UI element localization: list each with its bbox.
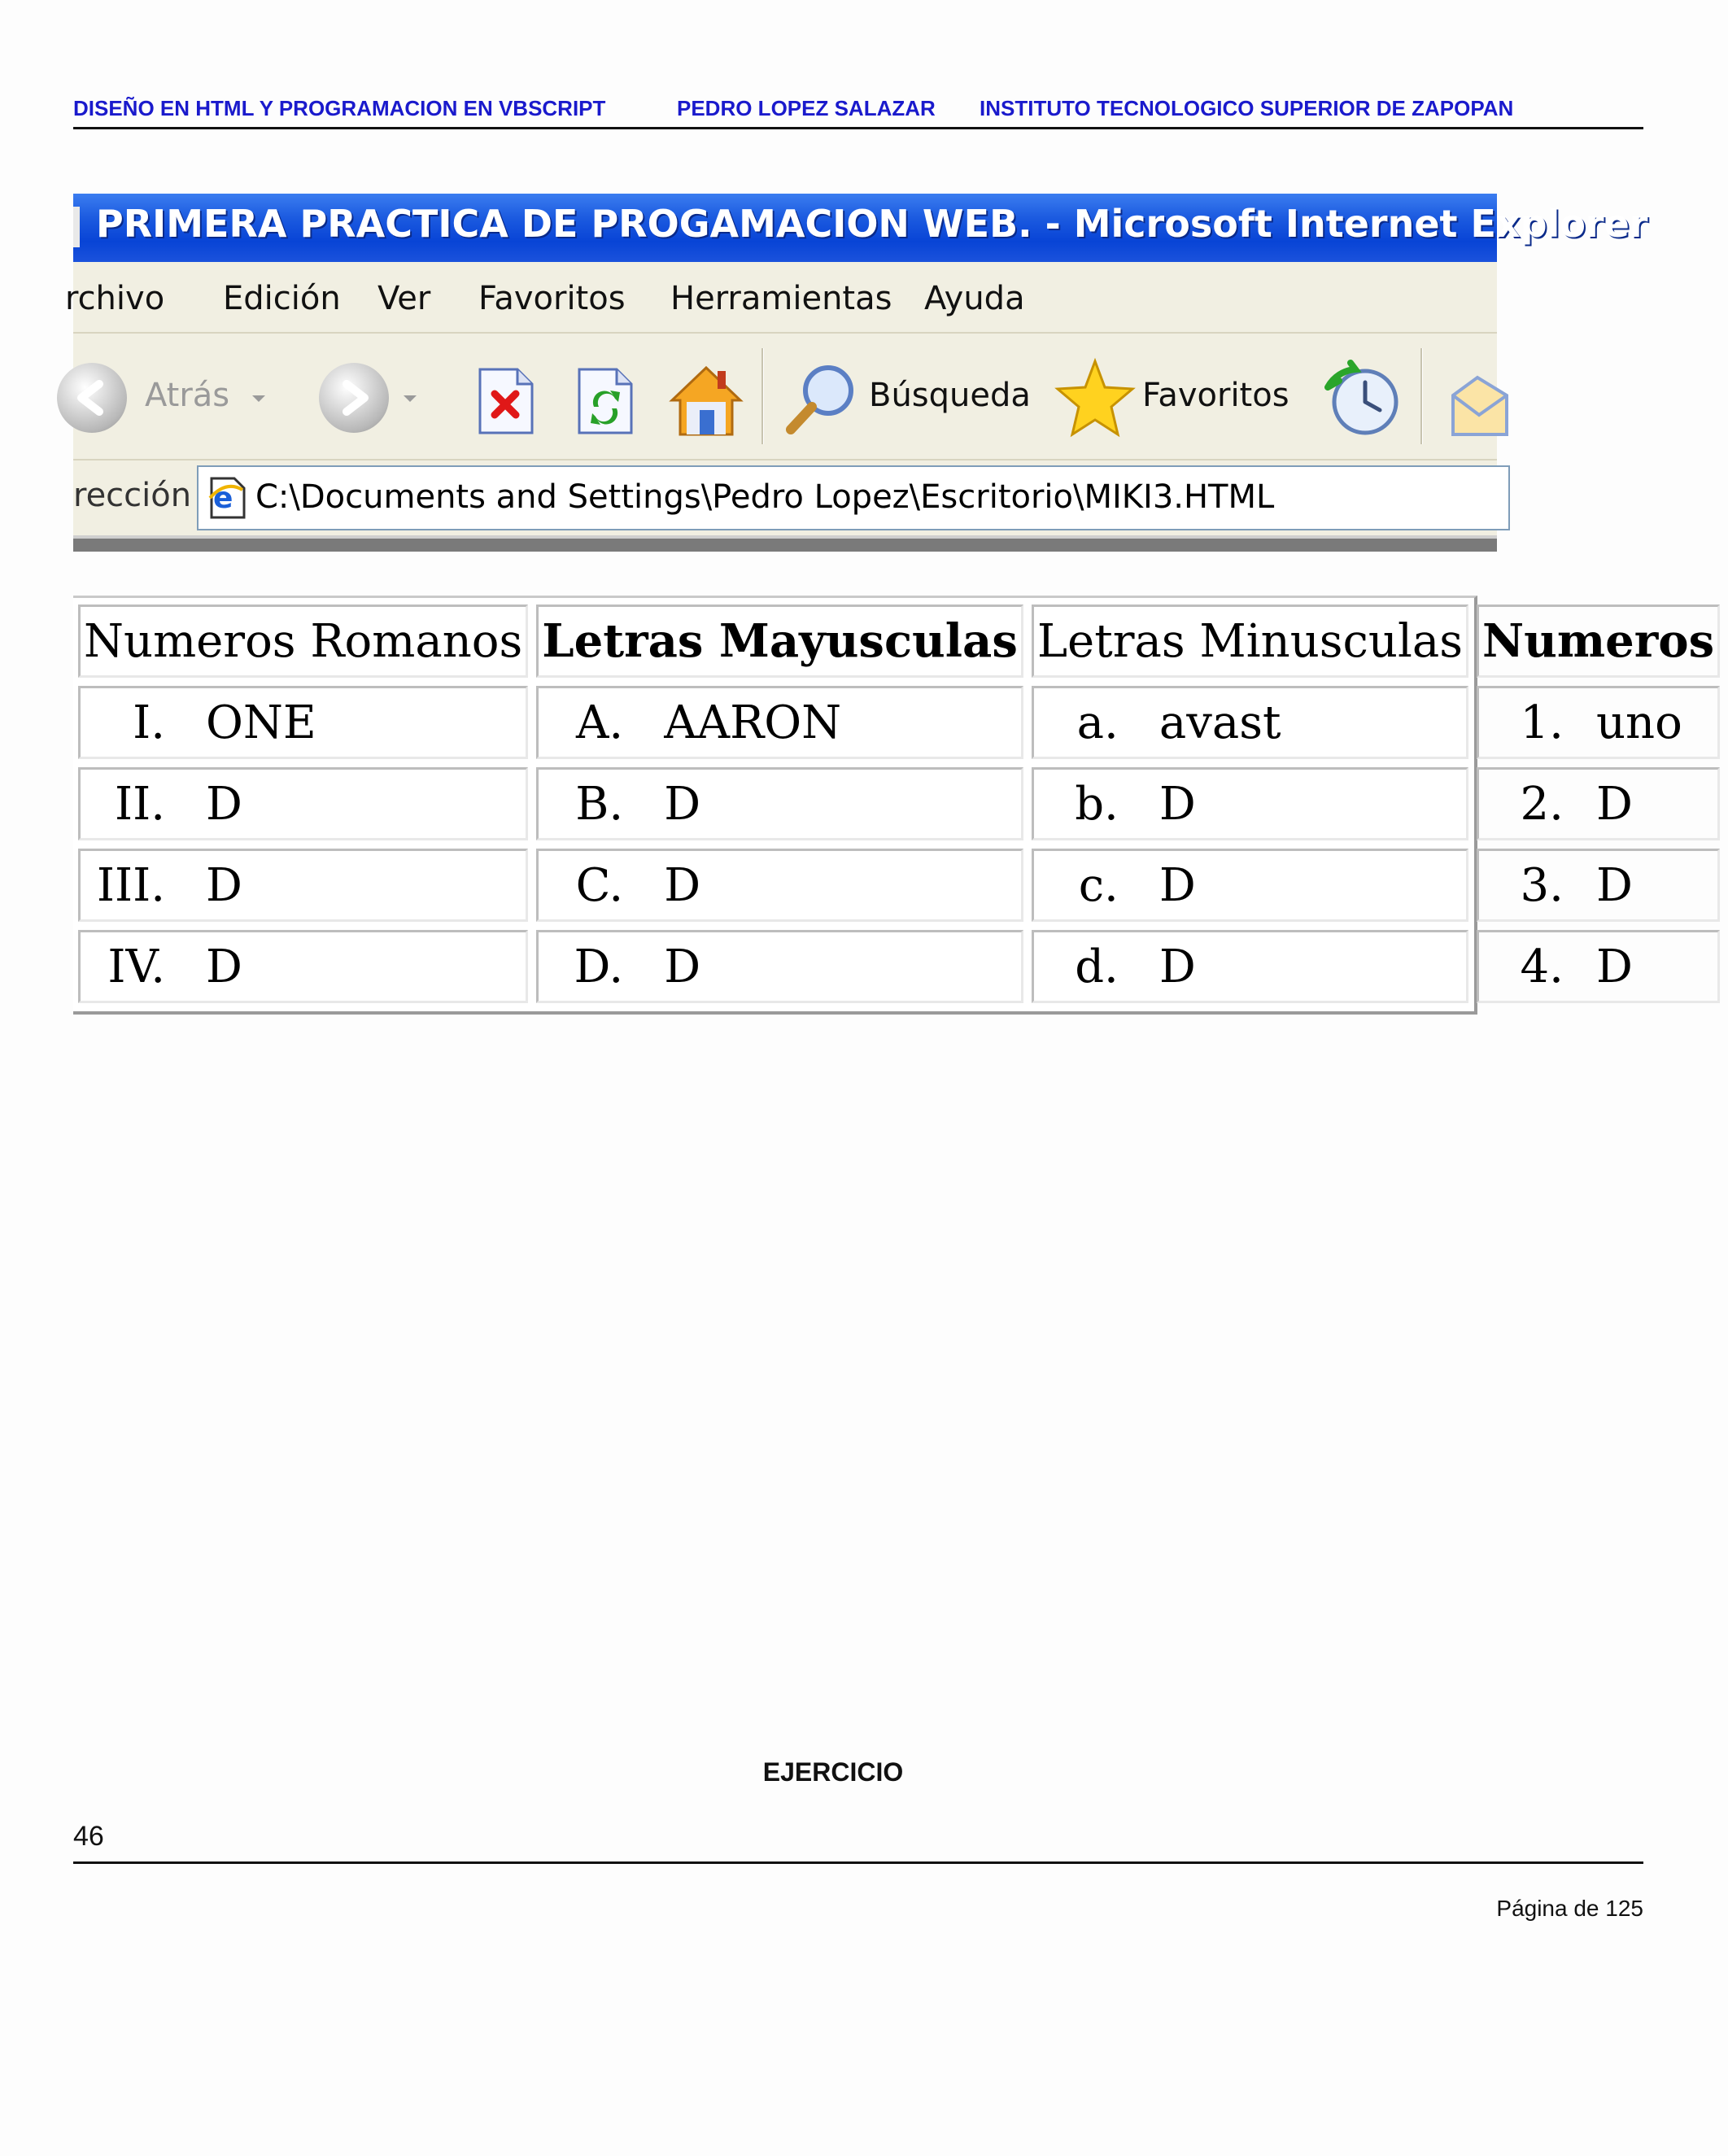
header-letras-mayusculas: Letras Mayusculas	[536, 604, 1023, 678]
footer-rule	[73, 1861, 1643, 1864]
upper-cell	[536, 767, 1023, 840]
menu-archivo[interactable]: rchivo	[65, 280, 165, 317]
list-item-text: D	[664, 777, 701, 831]
mail-icon[interactable]	[1450, 371, 1507, 436]
list-item-text: D	[1595, 858, 1633, 912]
list-item-text: avast	[1159, 696, 1281, 749]
list-item-text: D	[206, 858, 242, 912]
list-item-text: D	[1159, 777, 1196, 831]
list-marker: II.	[114, 777, 165, 831]
list-marker: 3.	[1520, 858, 1564, 912]
menu-edicion[interactable]: Edición	[223, 280, 341, 317]
roman-cell	[78, 930, 528, 1003]
menu-herramientas[interactable]: Herramientas	[670, 280, 892, 317]
page-number: 46	[73, 1821, 104, 1852]
title-bar	[73, 194, 1648, 262]
window-title: PRIMERA PRACTICA DE PROGAMACION WEB. - Microsoft Internet Explorer	[96, 202, 1648, 246]
forward-arrow-icon	[319, 363, 389, 433]
lower-cell	[1032, 686, 1468, 759]
window-icon	[73, 207, 80, 247]
back-arrow-icon	[57, 363, 127, 433]
list-marker: B.	[575, 777, 624, 831]
menu-ver[interactable]: Ver	[377, 280, 431, 317]
list-marker: D.	[574, 940, 624, 993]
section-caption: EJERCICIO	[762, 1757, 904, 1787]
page-count: Página de 125	[1496, 1896, 1643, 1921]
menu-bar	[65, 262, 1497, 334]
header-numeros: Numeros	[1477, 604, 1720, 678]
list-marker: d.	[1075, 940, 1119, 993]
list-marker: b.	[1075, 777, 1119, 831]
running-header	[73, 96, 1643, 129]
upper-cell	[536, 686, 1023, 759]
roman-cell	[78, 767, 528, 840]
list-marker: c.	[1078, 858, 1119, 912]
list-item-text: D	[664, 940, 701, 993]
list-marker: III.	[96, 858, 165, 912]
address-url: C:\Documents and Settings\Pedro Lopez\Escritorio\MIKI3.HTML	[255, 478, 1275, 516]
address-bar	[73, 460, 1497, 535]
search-button[interactable]	[783, 358, 1092, 439]
list-marker: I.	[133, 696, 165, 749]
toolbar-separator	[761, 348, 764, 444]
address-label: rección	[73, 477, 192, 514]
lower-cell	[1032, 849, 1468, 922]
back-dropdown-icon[interactable]	[251, 394, 267, 404]
list-item-text: D	[1595, 940, 1633, 993]
number-cell	[1477, 767, 1720, 840]
forward-button[interactable]	[319, 358, 425, 439]
menu-favoritos[interactable]: Favoritos	[478, 280, 626, 317]
forward-dropdown-icon[interactable]	[402, 394, 418, 404]
home-icon[interactable]	[667, 363, 745, 438]
table-row	[78, 930, 1720, 1003]
table-header-row	[78, 604, 1720, 678]
number-cell	[1477, 686, 1720, 759]
list-item-text: D	[1159, 858, 1196, 912]
list-marker: A.	[575, 696, 624, 749]
list-marker: 1.	[1520, 696, 1564, 749]
rendered-list-table	[73, 596, 1715, 1015]
roman-cell	[78, 849, 528, 922]
list-item-text: AARON	[664, 696, 842, 749]
refresh-icon[interactable]	[573, 366, 638, 436]
header-author: PEDRO LOPEZ SALAZAR	[677, 96, 936, 120]
address-field[interactable]	[197, 465, 1510, 530]
svg-text:e: e	[213, 482, 233, 515]
back-label: Atrás	[145, 377, 230, 414]
lower-cell	[1032, 930, 1468, 1003]
favorites-label: Favoritos	[1142, 377, 1289, 414]
list-item-text: ONE	[206, 696, 316, 749]
magnifier-icon	[783, 358, 861, 439]
list-marker: 2.	[1520, 777, 1564, 831]
header-numeros-romanos: Numeros Romanos	[78, 604, 528, 678]
toolbar-separator	[1420, 348, 1423, 444]
number-cell	[1477, 930, 1720, 1003]
ie-page-icon	[205, 475, 251, 521]
upper-cell	[536, 930, 1023, 1003]
table-row	[78, 686, 1720, 759]
lists-table	[70, 596, 1728, 1011]
list-item-text: D	[206, 777, 242, 831]
list-item-text: D	[206, 940, 242, 993]
table-row	[78, 849, 1720, 922]
star-icon	[1054, 358, 1136, 439]
list-item-text: D	[1595, 777, 1633, 831]
list-item-text: D	[664, 858, 701, 912]
lower-cell	[1032, 767, 1468, 840]
list-marker: IV.	[107, 940, 165, 993]
stop-icon[interactable]	[473, 366, 539, 436]
favorites-button[interactable]	[1054, 358, 1347, 439]
table-row	[78, 767, 1720, 840]
upper-cell	[536, 849, 1023, 922]
list-marker: C.	[575, 858, 624, 912]
header-course: DISEÑO EN HTML Y PROGRAMACION EN VBSCRIPT	[73, 96, 606, 120]
history-icon[interactable]	[1323, 363, 1401, 441]
browser-divider	[73, 535, 1497, 552]
header-letras-minusculas: Letras Minusculas	[1032, 604, 1468, 678]
list-item-text: D	[1159, 940, 1196, 993]
number-cell	[1477, 849, 1720, 922]
toolbar	[73, 334, 1497, 460]
menu-ayuda[interactable]: Ayuda	[924, 280, 1025, 317]
list-marker: a.	[1076, 696, 1119, 749]
list-marker: 4.	[1520, 940, 1564, 993]
back-button[interactable]	[57, 358, 285, 439]
search-label: Búsqueda	[869, 377, 1031, 414]
header-institute: INSTITUTO TECNOLOGICO SUPERIOR DE ZAPOPAN	[980, 96, 1514, 120]
list-item-text: uno	[1595, 696, 1682, 749]
roman-cell	[78, 686, 528, 759]
browser-screenshot	[65, 194, 1648, 548]
